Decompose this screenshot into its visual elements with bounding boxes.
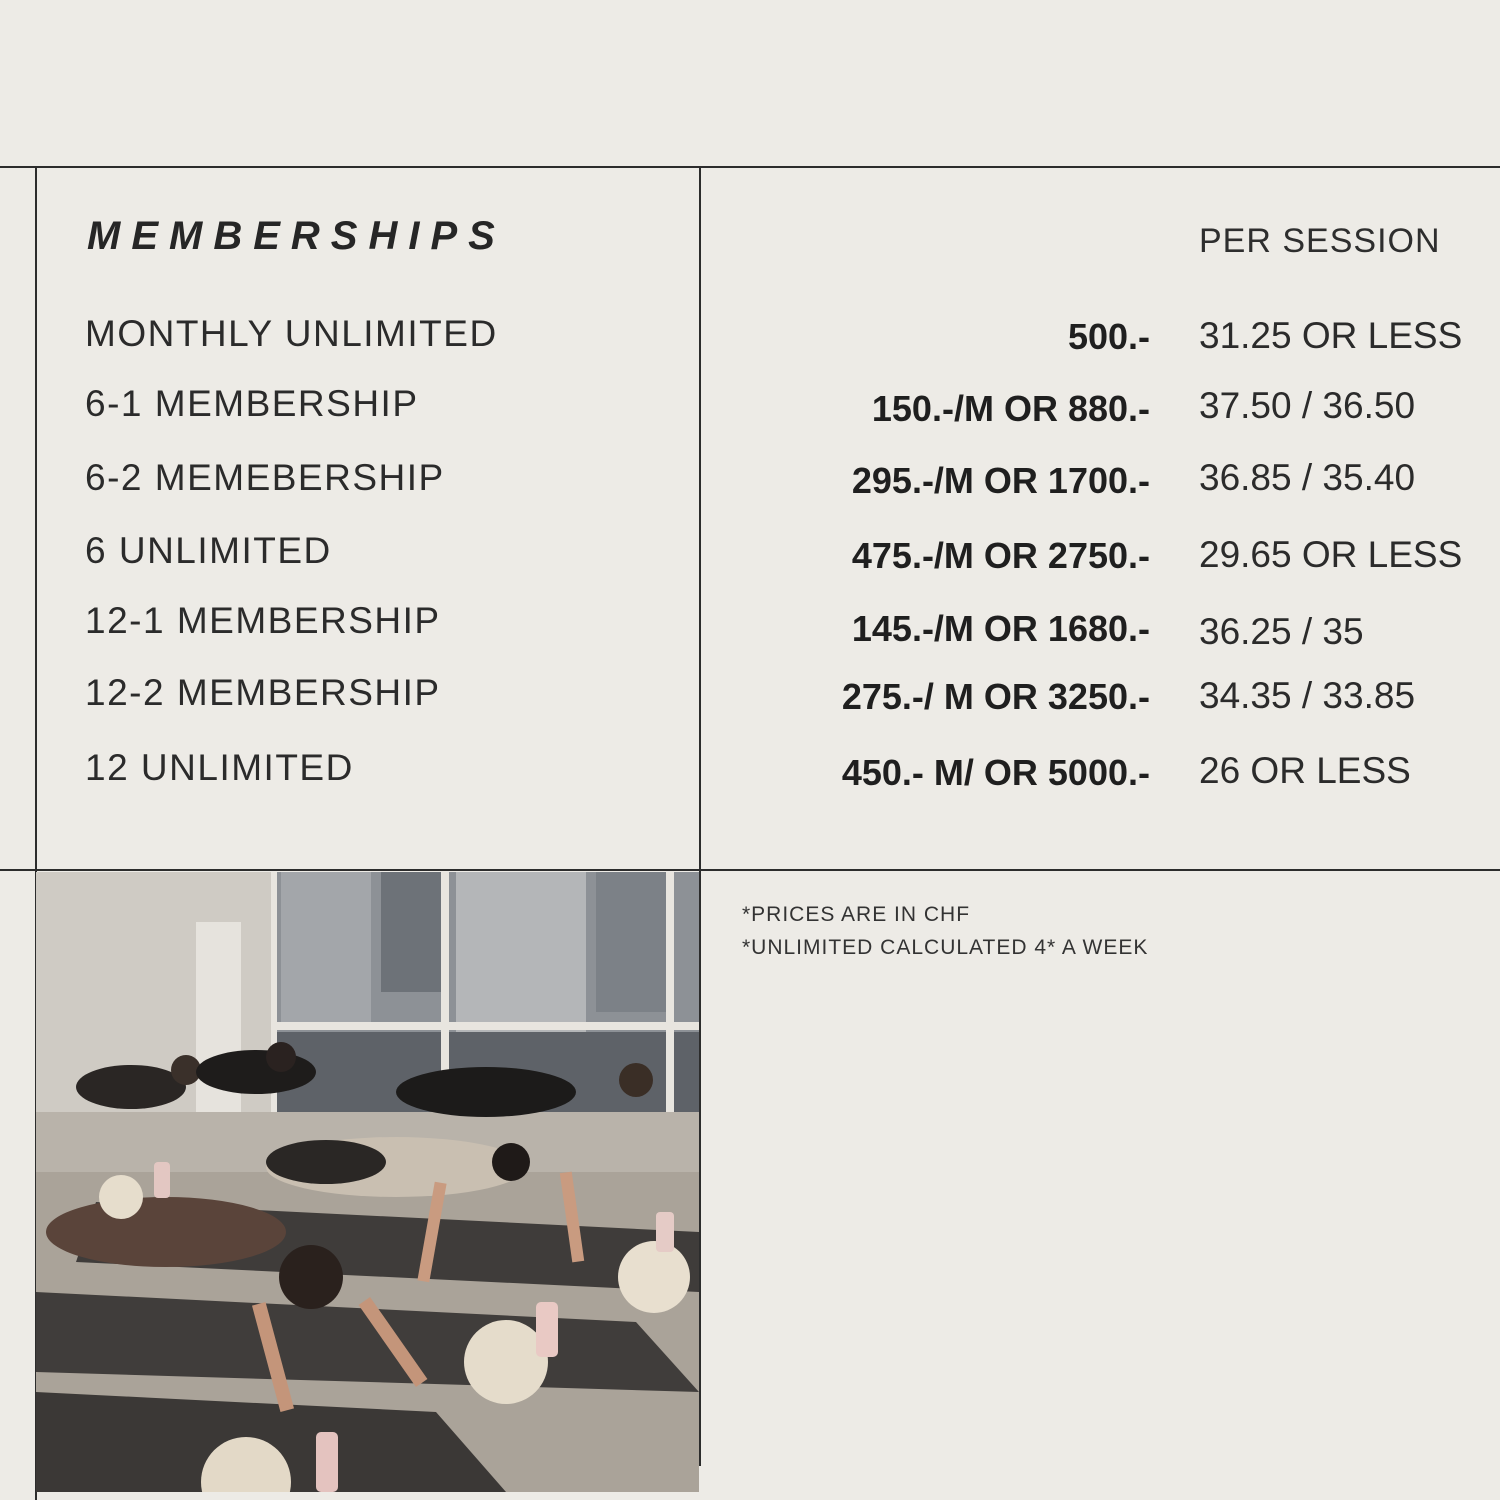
per-session-value: 36.25 / 35 [1199,611,1364,652]
membership-price: 500.- [1067,316,1150,357]
per-session-value: 36.85 / 35.40 [1199,457,1416,498]
membership-name: 12-1 MEMBERSHIP [85,600,441,641]
membership-name: MONTHLY UNLIMITED [85,313,498,354]
membership-price: 475.-/M OR 2750.- [851,535,1150,576]
membership-price: 450.- M/ OR 5000.- [841,752,1150,793]
per-session-value: 31.25 OR LESS [1199,315,1463,356]
membership-name: 6-1 MEMBERSHIP [85,383,419,424]
membership-price: 275.-/ M OR 3250.- [841,676,1150,717]
membership-price: 150.-/M OR 880.- [871,388,1150,429]
page-title: MEMBERSHIPS [87,214,506,258]
membership-price: 145.-/M OR 1680.- [851,608,1150,649]
top-divider [0,166,1500,168]
membership-name: 6 UNLIMITED [85,530,332,571]
per-session-value: 34.35 / 33.85 [1199,675,1416,716]
per-session-value: 37.50 / 36.50 [1199,385,1416,426]
middle-divider [0,869,1500,871]
per-session-value: 26 OR LESS [1199,750,1411,791]
membership-name: 12-2 MEMBERSHIP [85,672,441,713]
group-fitness-class-photo [36,872,699,1492]
membership-name: 6-2 MEMEBERSHIP [85,457,445,498]
footnote-currency: *PRICES ARE IN CHF [742,903,971,926]
per-session-value: 29.65 OR LESS [1199,534,1463,575]
membership-name: 12 UNLIMITED [85,747,354,788]
membership-price: 295.-/M OR 1700.- [851,460,1150,501]
per-session-header: PER SESSION [1199,222,1441,260]
footnote-unlimited: *UNLIMITED CALCULATED 4* A WEEK [742,936,1149,959]
center-divider [699,166,701,1466]
